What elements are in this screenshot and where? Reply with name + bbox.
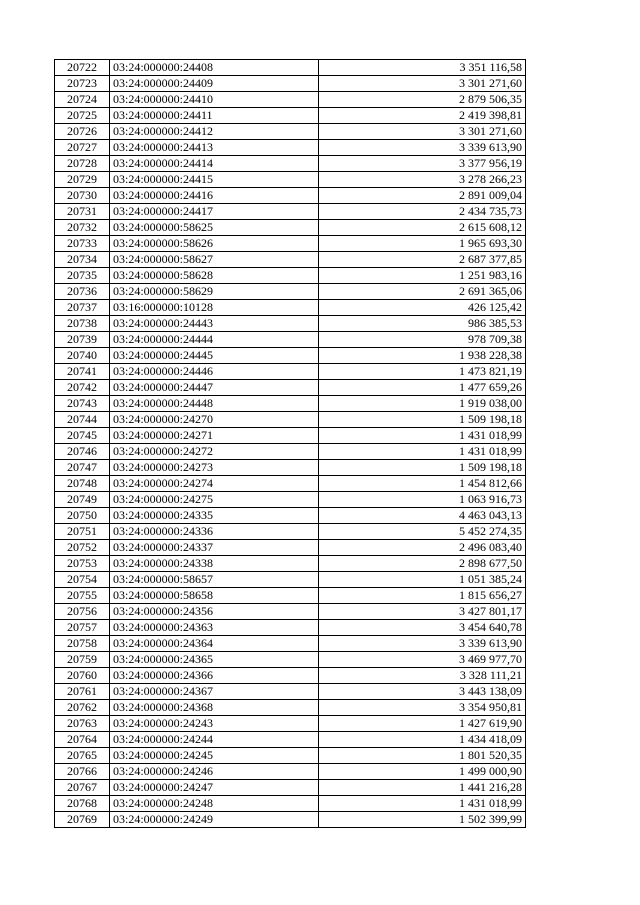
cadastral-number-cell: 03:24:000000:58625 xyxy=(110,220,319,236)
cadastral-number-cell: 03:24:000000:24247 xyxy=(110,780,319,796)
table-row xyxy=(55,556,526,572)
table-row xyxy=(55,604,526,620)
cadastral-number-cell: 03:24:000000:24447 xyxy=(110,380,319,396)
row-number-cell: 20727 xyxy=(55,140,110,156)
cadastral-value-cell: 3 354 950,81 xyxy=(319,700,526,716)
cadastral-value-cell: 4 463 043,13 xyxy=(319,508,526,524)
cadastral-value-cell: 2 879 506,35 xyxy=(319,92,526,108)
row-number-cell: 20733 xyxy=(55,236,110,252)
cadastral-value-cell: 2 615 608,12 xyxy=(319,220,526,236)
cadastral-value-cell: 986 385,53 xyxy=(319,316,526,332)
cadastral-value-table xyxy=(54,59,526,828)
cadastral-number-cell: 03:24:000000:24408 xyxy=(110,60,319,76)
table-row xyxy=(55,572,526,588)
table-row xyxy=(55,716,526,732)
row-number-cell: 20748 xyxy=(55,476,110,492)
row-number-cell: 20742 xyxy=(55,380,110,396)
table-row xyxy=(55,108,526,124)
table-row xyxy=(55,508,526,524)
cadastral-value-cell: 426 125,42 xyxy=(319,300,526,316)
table-row xyxy=(55,268,526,284)
cadastral-value-cell: 1 477 659,26 xyxy=(319,380,526,396)
cadastral-number-cell: 03:24:000000:24444 xyxy=(110,332,319,348)
table-row xyxy=(55,444,526,460)
cadastral-number-cell: 03:24:000000:24415 xyxy=(110,172,319,188)
row-number-cell: 20750 xyxy=(55,508,110,524)
row-number-cell: 20734 xyxy=(55,252,110,268)
cadastral-value-cell: 1 502 399,99 xyxy=(319,812,526,828)
row-number-cell: 20768 xyxy=(55,796,110,812)
table-row xyxy=(55,540,526,556)
cadastral-number-cell: 03:24:000000:24337 xyxy=(110,540,319,556)
cadastral-value-cell: 978 709,38 xyxy=(319,332,526,348)
cadastral-number-cell: 03:24:000000:24275 xyxy=(110,492,319,508)
cadastral-value-cell: 1 509 198,18 xyxy=(319,412,526,428)
cadastral-value-cell: 1 815 656,27 xyxy=(319,588,526,604)
cadastral-value-cell: 3 339 613,90 xyxy=(319,636,526,652)
row-number-cell: 20729 xyxy=(55,172,110,188)
cadastral-number-cell: 03:24:000000:24336 xyxy=(110,524,319,540)
table-row xyxy=(55,156,526,172)
cadastral-value-cell: 3 301 271,60 xyxy=(319,124,526,140)
row-number-cell: 20756 xyxy=(55,604,110,620)
table-row xyxy=(55,812,526,828)
table-row xyxy=(55,668,526,684)
cadastral-value-cell: 3 278 266,23 xyxy=(319,172,526,188)
table-row xyxy=(55,748,526,764)
table-row xyxy=(55,476,526,492)
cadastral-number-cell: 03:24:000000:24272 xyxy=(110,444,319,460)
row-number-cell: 20732 xyxy=(55,220,110,236)
cadastral-value-cell: 3 427 801,17 xyxy=(319,604,526,620)
row-number-cell: 20726 xyxy=(55,124,110,140)
row-number-cell: 20735 xyxy=(55,268,110,284)
table-row xyxy=(55,300,526,316)
cadastral-value-cell: 3 469 977,70 xyxy=(319,652,526,668)
cadastral-value-cell: 3 377 956,19 xyxy=(319,156,526,172)
row-number-cell: 20722 xyxy=(55,60,110,76)
table-row xyxy=(55,252,526,268)
row-number-cell: 20759 xyxy=(55,652,110,668)
cadastral-value-cell: 3 351 116,58 xyxy=(319,60,526,76)
row-number-cell: 20764 xyxy=(55,732,110,748)
cadastral-value-cell: 1 801 520,35 xyxy=(319,748,526,764)
cadastral-number-cell: 03:24:000000:24270 xyxy=(110,412,319,428)
cadastral-number-cell: 03:24:000000:24411 xyxy=(110,108,319,124)
table-row xyxy=(55,380,526,396)
cadastral-value-cell: 1 427 619,90 xyxy=(319,716,526,732)
cadastral-value-cell: 1 965 693,30 xyxy=(319,236,526,252)
row-number-cell: 20767 xyxy=(55,780,110,796)
table-row xyxy=(55,60,526,76)
cadastral-number-cell: 03:24:000000:24273 xyxy=(110,460,319,476)
row-number-cell: 20766 xyxy=(55,764,110,780)
cadastral-value-cell: 1 431 018,99 xyxy=(319,428,526,444)
cadastral-number-cell: 03:24:000000:24356 xyxy=(110,604,319,620)
row-number-cell: 20731 xyxy=(55,204,110,220)
cadastral-number-cell: 03:24:000000:58626 xyxy=(110,236,319,252)
cadastral-value-cell: 3 443 138,09 xyxy=(319,684,526,700)
cadastral-value-cell: 3 328 111,21 xyxy=(319,668,526,684)
table-row xyxy=(55,732,526,748)
cadastral-number-cell: 03:24:000000:24443 xyxy=(110,316,319,332)
table-row xyxy=(55,124,526,140)
table-row xyxy=(55,460,526,476)
cadastral-number-cell: 03:24:000000:24410 xyxy=(110,92,319,108)
cadastral-number-cell: 03:24:000000:24274 xyxy=(110,476,319,492)
cadastral-number-cell: 03:24:000000:24412 xyxy=(110,124,319,140)
cadastral-number-cell: 03:24:000000:58658 xyxy=(110,588,319,604)
cadastral-value-cell: 2 891 009,04 xyxy=(319,188,526,204)
row-number-cell: 20724 xyxy=(55,92,110,108)
table-row xyxy=(55,92,526,108)
cadastral-number-cell: 03:24:000000:24416 xyxy=(110,188,319,204)
row-number-cell: 20740 xyxy=(55,348,110,364)
table-row xyxy=(55,652,526,668)
table-row xyxy=(55,220,526,236)
table-row xyxy=(55,332,526,348)
cadastral-value-cell: 2 687 377,85 xyxy=(319,252,526,268)
table-row xyxy=(55,348,526,364)
row-number-cell: 20743 xyxy=(55,396,110,412)
row-number-cell: 20757 xyxy=(55,620,110,636)
table-row xyxy=(55,204,526,220)
cadastral-value-cell: 1 499 000,90 xyxy=(319,764,526,780)
table-row xyxy=(55,620,526,636)
table-row xyxy=(55,364,526,380)
row-number-cell: 20761 xyxy=(55,684,110,700)
cadastral-value-cell: 2 691 365,06 xyxy=(319,284,526,300)
cadastral-number-cell: 03:24:000000:24367 xyxy=(110,684,319,700)
row-number-cell: 20754 xyxy=(55,572,110,588)
cadastral-number-cell: 03:24:000000:24368 xyxy=(110,700,319,716)
table-body xyxy=(55,60,526,828)
row-number-cell: 20747 xyxy=(55,460,110,476)
cadastral-value-cell: 1 454 812,66 xyxy=(319,476,526,492)
row-number-cell: 20749 xyxy=(55,492,110,508)
cadastral-number-cell: 03:24:000000:24363 xyxy=(110,620,319,636)
table-row xyxy=(55,396,526,412)
cadastral-value-cell: 2 434 735,73 xyxy=(319,204,526,220)
cadastral-number-cell: 03:24:000000:24271 xyxy=(110,428,319,444)
cadastral-value-cell: 1 431 018,99 xyxy=(319,796,526,812)
cadastral-value-cell: 1 509 198,18 xyxy=(319,460,526,476)
cadastral-number-cell: 03:24:000000:24366 xyxy=(110,668,319,684)
table-row xyxy=(55,492,526,508)
table-row xyxy=(55,140,526,156)
table-row xyxy=(55,780,526,796)
cadastral-value-cell: 2 496 083,40 xyxy=(319,540,526,556)
row-number-cell: 20763 xyxy=(55,716,110,732)
cadastral-number-cell: 03:24:000000:24248 xyxy=(110,796,319,812)
row-number-cell: 20737 xyxy=(55,300,110,316)
row-number-cell: 20746 xyxy=(55,444,110,460)
cadastral-value-cell: 1 938 228,38 xyxy=(319,348,526,364)
row-number-cell: 20728 xyxy=(55,156,110,172)
row-number-cell: 20765 xyxy=(55,748,110,764)
table-row xyxy=(55,588,526,604)
table-row xyxy=(55,524,526,540)
row-number-cell: 20741 xyxy=(55,364,110,380)
table-row xyxy=(55,188,526,204)
cadastral-value-cell: 3 454 640,78 xyxy=(319,620,526,636)
table-row xyxy=(55,428,526,444)
row-number-cell: 20738 xyxy=(55,316,110,332)
cadastral-number-cell: 03:24:000000:24446 xyxy=(110,364,319,380)
cadastral-value-cell: 2 419 398,81 xyxy=(319,108,526,124)
cadastral-value-cell: 1 251 983,16 xyxy=(319,268,526,284)
cadastral-number-cell: 03:24:000000:24448 xyxy=(110,396,319,412)
row-number-cell: 20752 xyxy=(55,540,110,556)
cadastral-value-cell: 1 919 038,00 xyxy=(319,396,526,412)
cadastral-value-cell: 1 063 916,73 xyxy=(319,492,526,508)
table-row xyxy=(55,236,526,252)
cadastral-number-cell: 03:24:000000:58629 xyxy=(110,284,319,300)
cadastral-number-cell: 03:24:000000:24244 xyxy=(110,732,319,748)
cadastral-value-cell: 3 301 271,60 xyxy=(319,76,526,92)
row-number-cell: 20736 xyxy=(55,284,110,300)
row-number-cell: 20751 xyxy=(55,524,110,540)
row-number-cell: 20755 xyxy=(55,588,110,604)
table-row xyxy=(55,172,526,188)
table-row xyxy=(55,684,526,700)
row-number-cell: 20723 xyxy=(55,76,110,92)
table-row xyxy=(55,316,526,332)
cadastral-number-cell: 03:24:000000:24417 xyxy=(110,204,319,220)
cadastral-number-cell: 03:24:000000:24338 xyxy=(110,556,319,572)
cadastral-number-cell: 03:24:000000:24365 xyxy=(110,652,319,668)
row-number-cell: 20760 xyxy=(55,668,110,684)
cadastral-number-cell: 03:24:000000:58628 xyxy=(110,268,319,284)
table-row xyxy=(55,700,526,716)
cadastral-value-cell: 1 431 018,99 xyxy=(319,444,526,460)
cadastral-number-cell: 03:24:000000:24413 xyxy=(110,140,319,156)
table-row xyxy=(55,284,526,300)
cadastral-number-cell: 03:24:000000:24243 xyxy=(110,716,319,732)
row-number-cell: 20753 xyxy=(55,556,110,572)
row-number-cell: 20744 xyxy=(55,412,110,428)
cadastral-number-cell: 03:24:000000:58657 xyxy=(110,572,319,588)
row-number-cell: 20745 xyxy=(55,428,110,444)
row-number-cell: 20730 xyxy=(55,188,110,204)
cadastral-value-cell: 2 898 677,50 xyxy=(319,556,526,572)
table-row xyxy=(55,636,526,652)
cadastral-value-cell: 5 452 274,35 xyxy=(319,524,526,540)
cadastral-number-cell: 03:24:000000:24414 xyxy=(110,156,319,172)
cadastral-value-cell: 1 473 821,19 xyxy=(319,364,526,380)
cadastral-number-cell: 03:24:000000:24364 xyxy=(110,636,319,652)
table-row xyxy=(55,796,526,812)
cadastral-number-cell: 03:24:000000:24409 xyxy=(110,76,319,92)
cadastral-value-cell: 3 339 613,90 xyxy=(319,140,526,156)
table-row xyxy=(55,412,526,428)
table-row xyxy=(55,764,526,780)
row-number-cell: 20739 xyxy=(55,332,110,348)
row-number-cell: 20769 xyxy=(55,812,110,828)
cadastral-value-cell: 1 051 385,24 xyxy=(319,572,526,588)
row-number-cell: 20725 xyxy=(55,108,110,124)
cadastral-value-cell: 1 441 216,28 xyxy=(319,780,526,796)
table-row xyxy=(55,76,526,92)
cadastral-number-cell: 03:24:000000:24445 xyxy=(110,348,319,364)
row-number-cell: 20758 xyxy=(55,636,110,652)
cadastral-number-cell: 03:24:000000:24246 xyxy=(110,764,319,780)
cadastral-number-cell: 03:24:000000:24249 xyxy=(110,812,319,828)
cadastral-value-cell: 1 434 418,09 xyxy=(319,732,526,748)
cadastral-number-cell: 03:24:000000:58627 xyxy=(110,252,319,268)
cadastral-number-cell: 03:24:000000:24245 xyxy=(110,748,319,764)
cadastral-number-cell: 03:16:000000:10128 xyxy=(110,300,319,316)
row-number-cell: 20762 xyxy=(55,700,110,716)
cadastral-number-cell: 03:24:000000:24335 xyxy=(110,508,319,524)
